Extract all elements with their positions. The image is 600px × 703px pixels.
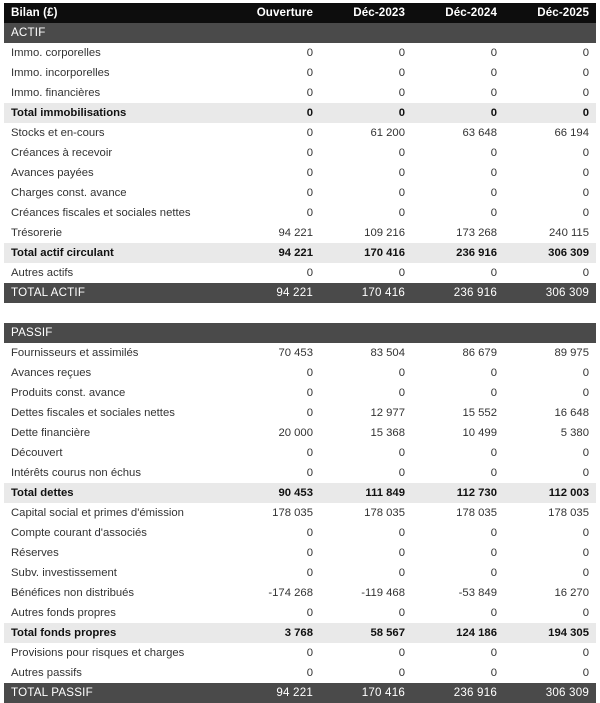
row-label: Total immobilisations [4, 103, 228, 123]
row-value-dec2023: 0 [320, 563, 412, 583]
row-label: Subv. investissement [4, 563, 228, 583]
column-header-label[interactable]: Bilan (£) [4, 3, 228, 23]
row-value-dec2024: 0 [412, 163, 504, 183]
row-value-dec2024: 0 [412, 663, 504, 683]
row-value-dec2024: 178 035 [412, 503, 504, 523]
row-value-dec2025: 0 [504, 383, 596, 403]
row-value-dec2025: 0 [504, 363, 596, 383]
table-row [4, 423, 596, 443]
row-value-dec2024: 0 [412, 383, 504, 403]
row-value-dec2023: 170 416 [320, 283, 412, 303]
row-value-dec2025: 89 975 [504, 343, 596, 363]
column-header-dec2023[interactable]: Déc-2023 [320, 3, 412, 23]
row-value-dec2025: 112 003 [504, 483, 596, 503]
table-row [4, 223, 596, 243]
row-value-ouverture: 0 [228, 383, 320, 403]
row-label: ACTIF [4, 23, 228, 43]
row-value-dec2025: 16 270 [504, 583, 596, 603]
table-row [4, 183, 596, 203]
row-value-dec2024: -53 849 [412, 583, 504, 603]
row-value-dec2023: 0 [320, 203, 412, 223]
table-row [4, 243, 596, 263]
row-value-dec2025: 0 [504, 163, 596, 183]
balance-sheet-table [4, 3, 596, 703]
column-header-dec2025[interactable]: Déc-2025 [504, 3, 596, 23]
row-value-dec2025: 0 [504, 543, 596, 563]
row-value-dec2024: 10 499 [412, 423, 504, 443]
row-label: PASSIF [4, 323, 228, 343]
row-value-dec2025: 306 309 [504, 283, 596, 303]
row-value-dec2024: 0 [412, 43, 504, 63]
row-value-ouverture: 0 [228, 563, 320, 583]
row-value-dec2025: 0 [504, 43, 596, 63]
table-row [4, 103, 596, 123]
row-value-dec2025: 178 035 [504, 503, 596, 523]
row-value-dec2023: 0 [320, 163, 412, 183]
row-label: Bénéfices non distribués [4, 583, 228, 603]
row-value-dec2025 [504, 23, 596, 43]
table-row [4, 603, 596, 623]
row-value-dec2023: -119 468 [320, 583, 412, 603]
row-value-dec2023 [320, 323, 412, 343]
row-value-dec2024 [412, 23, 504, 43]
row-label: Avances payées [4, 163, 228, 183]
row-value-ouverture: 94 221 [228, 283, 320, 303]
row-label: Dettes fiscales et sociales nettes [4, 403, 228, 423]
row-value-dec2024: 0 [412, 603, 504, 623]
row-value-ouverture: 0 [228, 203, 320, 223]
table-row [4, 203, 596, 223]
row-value-dec2025: 0 [504, 523, 596, 543]
row-label: Dette financière [4, 423, 228, 443]
row-value-dec2025: 0 [504, 83, 596, 103]
row-value-ouverture: 0 [228, 403, 320, 423]
row-spacer-cell [4, 303, 596, 323]
row-value-ouverture: 0 [228, 63, 320, 83]
row-value-dec2023: 0 [320, 523, 412, 543]
table-row [4, 383, 596, 403]
row-value-dec2023 [320, 23, 412, 43]
row-value-dec2023: 109 216 [320, 223, 412, 243]
row-label: Capital social et primes d'émission [4, 503, 228, 523]
table-header [4, 3, 596, 23]
row-value-dec2024: 0 [412, 363, 504, 383]
column-header-dec2024[interactable]: Déc-2024 [412, 3, 504, 23]
row-value-dec2023: 0 [320, 143, 412, 163]
row-value-dec2024: 0 [412, 563, 504, 583]
row-value-ouverture: 94 221 [228, 243, 320, 263]
row-value-dec2024 [412, 323, 504, 343]
row-value-dec2023: 0 [320, 183, 412, 203]
row-value-dec2023: 58 567 [320, 623, 412, 643]
row-value-ouverture: 0 [228, 543, 320, 563]
row-value-dec2024: 112 730 [412, 483, 504, 503]
row-value-dec2024: 236 916 [412, 683, 504, 703]
row-label: Total dettes [4, 483, 228, 503]
row-label: Stocks et en-cours [4, 123, 228, 143]
row-label: Immo. incorporelles [4, 63, 228, 83]
row-value-dec2025: 194 305 [504, 623, 596, 643]
row-value-dec2023: 0 [320, 643, 412, 663]
row-value-ouverture: 0 [228, 103, 320, 123]
row-value-dec2023: 0 [320, 463, 412, 483]
row-value-dec2025: 0 [504, 603, 596, 623]
row-value-ouverture: -174 268 [228, 583, 320, 603]
row-value-dec2023: 0 [320, 43, 412, 63]
table-row [4, 563, 596, 583]
table-row [4, 503, 596, 523]
row-value-dec2024: 0 [412, 203, 504, 223]
row-value-dec2024: 236 916 [412, 283, 504, 303]
row-value-ouverture: 0 [228, 143, 320, 163]
row-value-dec2024: 0 [412, 523, 504, 543]
row-value-ouverture: 0 [228, 603, 320, 623]
table-row [4, 583, 596, 603]
row-value-dec2023: 83 504 [320, 343, 412, 363]
row-value-ouverture: 90 453 [228, 483, 320, 503]
row-value-dec2023: 0 [320, 663, 412, 683]
row-value-ouverture: 0 [228, 263, 320, 283]
row-value-dec2025: 0 [504, 443, 596, 463]
row-value-ouverture: 0 [228, 463, 320, 483]
row-value-dec2023: 0 [320, 443, 412, 463]
row-label: Compte courant d'associés [4, 523, 228, 543]
row-value-dec2025: 0 [504, 203, 596, 223]
row-value-dec2023: 0 [320, 263, 412, 283]
row-value-dec2025: 0 [504, 663, 596, 683]
row-value-ouverture: 0 [228, 163, 320, 183]
column-header-ouverture[interactable]: Ouverture [228, 3, 320, 23]
row-value-dec2024: 0 [412, 83, 504, 103]
row-value-ouverture: 0 [228, 123, 320, 143]
table-row [4, 23, 596, 43]
row-label: TOTAL ACTIF [4, 283, 228, 303]
row-label: Total actif circulant [4, 243, 228, 263]
row-value-dec2023: 0 [320, 543, 412, 563]
row-value-dec2023: 111 849 [320, 483, 412, 503]
table-row [4, 463, 596, 483]
row-value-ouverture: 0 [228, 83, 320, 103]
row-value-ouverture: 70 453 [228, 343, 320, 363]
table-row [4, 623, 596, 643]
row-value-ouverture: 94 221 [228, 223, 320, 243]
row-value-ouverture: 0 [228, 443, 320, 463]
row-value-dec2024: 0 [412, 143, 504, 163]
row-value-dec2023: 0 [320, 383, 412, 403]
table-row [4, 163, 596, 183]
row-value-ouverture: 178 035 [228, 503, 320, 523]
table-row [4, 263, 596, 283]
table-body [4, 23, 596, 703]
row-value-dec2023: 0 [320, 363, 412, 383]
row-value-dec2023: 170 416 [320, 243, 412, 263]
row-value-dec2024: 0 [412, 443, 504, 463]
row-value-dec2024: 86 679 [412, 343, 504, 363]
table-row [4, 143, 596, 163]
row-value-dec2025: 16 648 [504, 403, 596, 423]
table-row [4, 323, 596, 343]
table-row [4, 483, 596, 503]
row-value-dec2025: 0 [504, 463, 596, 483]
row-value-ouverture: 0 [228, 663, 320, 683]
table-row [4, 343, 596, 363]
row-value-dec2023: 0 [320, 63, 412, 83]
table-row [4, 363, 596, 383]
table-row-spacer [4, 303, 596, 323]
row-value-dec2024: 0 [412, 63, 504, 83]
row-value-dec2024: 15 552 [412, 403, 504, 423]
table-row [4, 63, 596, 83]
row-value-dec2025: 0 [504, 143, 596, 163]
table-row [4, 83, 596, 103]
row-value-dec2024: 0 [412, 263, 504, 283]
row-value-dec2025: 0 [504, 263, 596, 283]
row-value-dec2025: 240 115 [504, 223, 596, 243]
row-value-dec2024: 63 648 [412, 123, 504, 143]
row-value-dec2024: 236 916 [412, 243, 504, 263]
row-label: Intérêts courus non échus [4, 463, 228, 483]
row-label: Autres passifs [4, 663, 228, 683]
row-label: Produits const. avance [4, 383, 228, 403]
row-value-dec2025: 0 [504, 183, 596, 203]
table-row [4, 543, 596, 563]
row-value-dec2025: 0 [504, 63, 596, 83]
row-label: Charges const. avance [4, 183, 228, 203]
row-label: Fournisseurs et assimilés [4, 343, 228, 363]
table-row [4, 403, 596, 423]
row-value-dec2024: 0 [412, 103, 504, 123]
row-value-ouverture: 0 [228, 643, 320, 663]
row-value-ouverture: 0 [228, 43, 320, 63]
table-row [4, 683, 596, 703]
row-value-dec2025: 0 [504, 563, 596, 583]
table-row [4, 523, 596, 543]
row-value-dec2024: 0 [412, 183, 504, 203]
row-value-dec2025: 66 194 [504, 123, 596, 143]
row-value-dec2023: 61 200 [320, 123, 412, 143]
row-value-dec2024: 0 [412, 463, 504, 483]
row-value-ouverture: 20 000 [228, 423, 320, 443]
row-value-ouverture: 0 [228, 363, 320, 383]
row-value-dec2023: 0 [320, 103, 412, 123]
row-value-dec2024: 173 268 [412, 223, 504, 243]
row-label: TOTAL PASSIF [4, 683, 228, 703]
row-label: Découvert [4, 443, 228, 463]
row-label: Immo. corporelles [4, 43, 228, 63]
row-value-dec2023: 15 368 [320, 423, 412, 443]
table-row [4, 663, 596, 683]
row-value-ouverture [228, 23, 320, 43]
row-value-dec2023: 0 [320, 603, 412, 623]
row-value-ouverture [228, 323, 320, 343]
row-value-dec2024: 0 [412, 543, 504, 563]
row-label: Créances à recevoir [4, 143, 228, 163]
row-value-dec2025: 0 [504, 103, 596, 123]
row-value-dec2025: 306 309 [504, 683, 596, 703]
row-label: Autres actifs [4, 263, 228, 283]
row-value-ouverture: 3 768 [228, 623, 320, 643]
row-label: Créances fiscales et sociales nettes [4, 203, 228, 223]
row-value-dec2025 [504, 323, 596, 343]
row-value-dec2024: 0 [412, 643, 504, 663]
table-row [4, 643, 596, 663]
row-label: Trésorerie [4, 223, 228, 243]
row-label: Immo. financières [4, 83, 228, 103]
row-label: Réserves [4, 543, 228, 563]
table-row [4, 123, 596, 143]
row-value-ouverture: 94 221 [228, 683, 320, 703]
row-value-dec2025: 0 [504, 643, 596, 663]
table-row [4, 443, 596, 463]
table-row [4, 43, 596, 63]
row-value-ouverture: 0 [228, 523, 320, 543]
table-header-row [4, 3, 596, 23]
row-value-dec2023: 12 977 [320, 403, 412, 423]
row-value-dec2025: 306 309 [504, 243, 596, 263]
row-value-ouverture: 0 [228, 183, 320, 203]
row-value-dec2023: 0 [320, 83, 412, 103]
row-label: Autres fonds propres [4, 603, 228, 623]
row-value-dec2024: 124 186 [412, 623, 504, 643]
table-row [4, 283, 596, 303]
row-value-dec2025: 5 380 [504, 423, 596, 443]
row-value-dec2023: 178 035 [320, 503, 412, 523]
row-label: Total fonds propres [4, 623, 228, 643]
row-label: Provisions pour risques et charges [4, 643, 228, 663]
row-value-dec2023: 170 416 [320, 683, 412, 703]
row-label: Avances reçues [4, 363, 228, 383]
